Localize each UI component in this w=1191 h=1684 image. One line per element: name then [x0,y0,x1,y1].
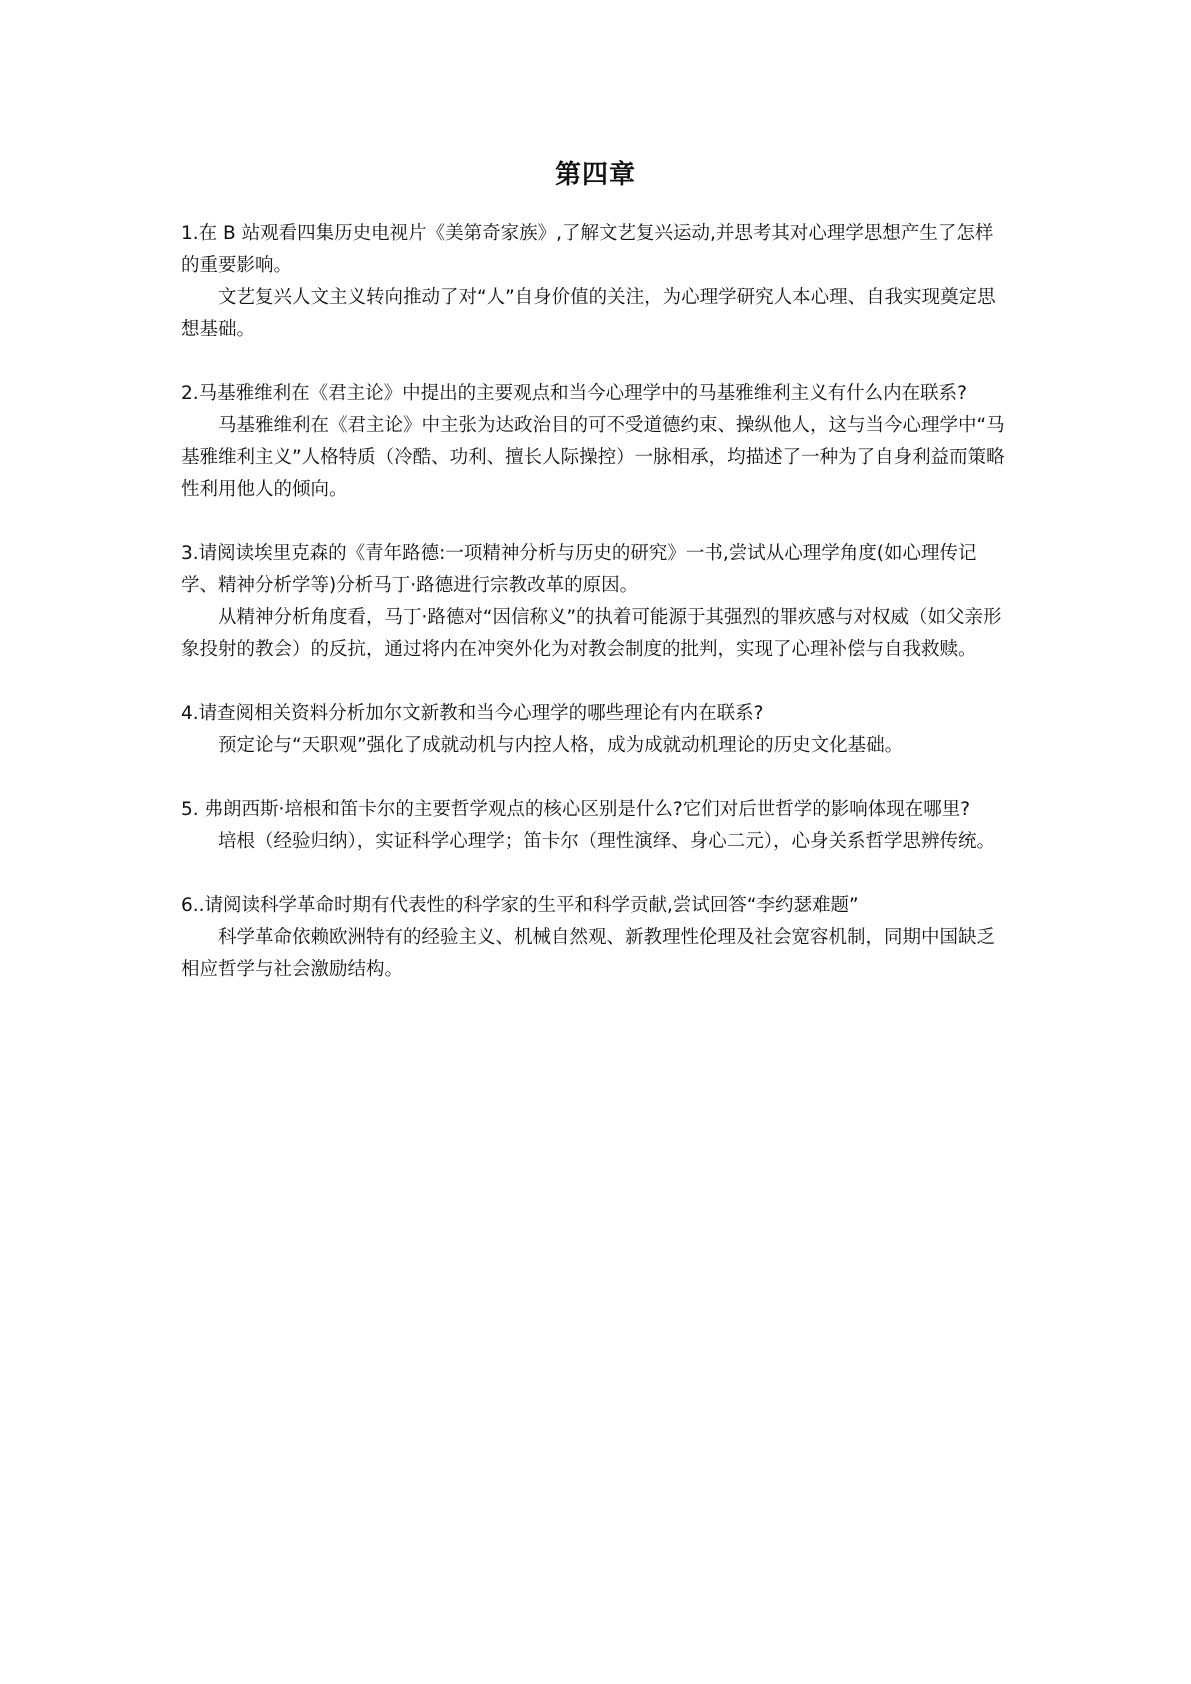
answer-1: 文艺复兴人文主义转向推动了对“人”自身价值的关注，为心理学研究人本心理、自我实现奠定思想基础。 [181,287,996,340]
question-5: 5. 弗朗西斯·培根和笛卡尔的主要哲学观点的核心区别是什么?它们对后世哲学的影响体现在哪里? [181,799,971,820]
question-4: 4.请查阅相关资料分析加尔文新教和当今心理学的哪些理论有内在联系? [181,703,764,724]
document-body [181,218,1011,1018]
answer-4: 预定论与“天职观”强化了成就动机与内控人格，成为成就动机理论的历史文化基础。 [218,735,904,756]
answer-6: 科学革命依赖欧洲特有的经验主义、机械自然观、新教理性伦理及社会宽容机制，同期中国缺乏相应哲学与社会激励结构。 [181,927,996,980]
question-3: 3.请阅读埃里克森的《青年路德:一项精神分析与历史的研究》一书,尝试从心理学角度(如心理传记学、精神分析学等)分析马丁·路德进行宗教改革的原因。 [181,543,977,596]
qa-item-4 [181,698,1011,762]
qa-item-2 [181,378,1011,506]
question-1: 1.在 B 站观看四集历史电视片《美第奇家族》,了解文艺复兴运动,并思考其对心理学思想产生了怎样的重要影响。 [181,223,994,276]
qa-item-3 [181,538,1011,666]
question-2: 2.马基雅维利在《君主论》中提出的主要观点和当今心理学中的马基雅维利主义有什么内在联系? [181,383,967,404]
answer-5: 培根（经验归纳），实证科学心理学；笛卡尔（理性演绎、身心二元），心身关系哲学思辨传统。 [218,831,996,852]
qa-item-1 [181,218,1011,346]
question-6: 6..请阅读科学革命时期有代表性的科学家的生平和科学贡献,尝试回答“李约瑟难题” [181,895,859,916]
qa-item-5 [181,794,1011,858]
answer-2: 马基雅维利在《君主论》中主张为达政治目的可不受道德约束、操纵他人，这与当今心理学中“马基雅维利主义”人格特质（冷酷、功利、擅长人际操控）一脉相承，均描述了一种为了自身利益而策略性利用他人的倾向。 [181,415,1005,500]
qa-item-6 [181,890,1011,986]
chapter-title: 第四章 [554,160,636,190]
answer-3: 从精神分析角度看，马丁·路德对“因信称义”的执着可能源于其强烈的罪疚感与对权威（如父亲形象投射的教会）的反抗，通过将内在冲突外化为对教会制度的批判，实现了心理补偿与自我救赎。 [181,607,1002,660]
